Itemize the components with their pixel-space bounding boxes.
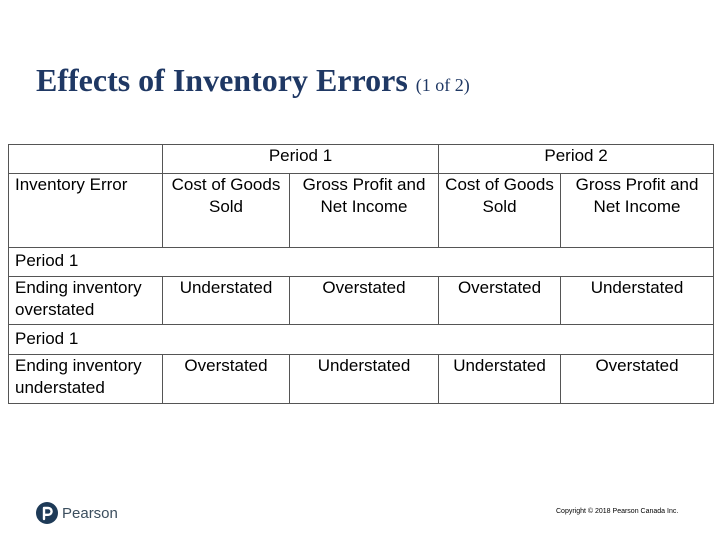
slide-title-main: Effects of Inventory Errors: [36, 62, 408, 98]
col-header-inventory-error: Inventory Error: [9, 174, 163, 248]
section-label: Period 1: [9, 248, 714, 277]
row-error-label: Ending inventory overstated: [9, 277, 163, 325]
slide-title: [36, 62, 470, 99]
row-p2-gross-profit: Overstated: [561, 355, 714, 404]
col-header-p1-gross-profit: Gross Profit and Net Income: [290, 174, 439, 248]
row-p2-cogs: Understated: [439, 355, 561, 404]
row-error-label: Ending inventory understated: [9, 355, 163, 404]
table-row: [9, 355, 714, 404]
col-header-p2-cogs: Cost of Goods Sold: [439, 174, 561, 248]
copyright-notice: Copyright © 2018 Pearson Canada Inc.: [556, 508, 679, 515]
period-1-header: Period 1: [163, 145, 439, 174]
table-row: [9, 277, 714, 325]
inventory-errors-table: [8, 144, 714, 404]
row-p1-cogs: Understated: [163, 277, 290, 325]
header-empty-cell: [9, 145, 163, 174]
row-p2-gross-profit: Understated: [561, 277, 714, 325]
row-p1-gross-profit: Overstated: [290, 277, 439, 325]
column-header-row: [9, 174, 714, 248]
row-p1-cogs: Overstated: [163, 355, 290, 404]
pearson-logo: [36, 502, 118, 524]
slide-title-part: (1 of 2): [415, 75, 470, 95]
col-header-p2-gross-profit: Gross Profit and Net Income: [561, 174, 714, 248]
pearson-logo-icon: [36, 502, 58, 524]
row-p2-cogs: Overstated: [439, 277, 561, 325]
section-row: [9, 248, 714, 277]
section-label: Period 1: [9, 325, 714, 355]
col-header-p1-cogs: Cost of Goods Sold: [163, 174, 290, 248]
pearson-logo-text: Pearson: [62, 504, 118, 522]
row-p1-gross-profit: Understated: [290, 355, 439, 404]
period-header-row: [9, 145, 714, 174]
period-2-header: Period 2: [439, 145, 714, 174]
section-row: [9, 325, 714, 355]
